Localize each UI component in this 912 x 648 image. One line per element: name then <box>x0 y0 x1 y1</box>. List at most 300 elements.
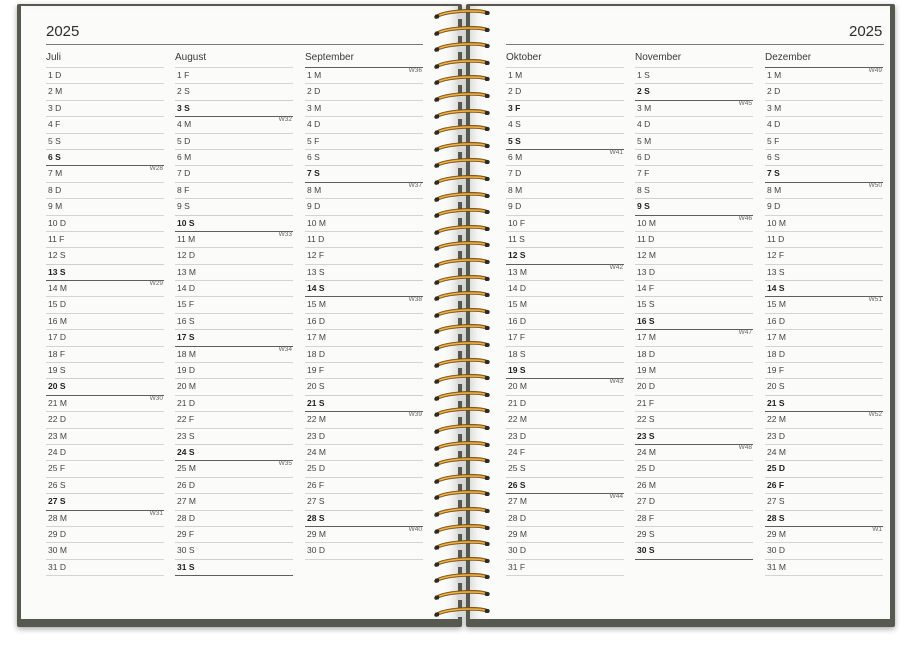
day-row[interactable] <box>175 559 293 575</box>
day-row[interactable] <box>635 411 753 427</box>
day-row[interactable] <box>305 428 423 444</box>
day-label: 1 F <box>177 70 190 80</box>
day-row[interactable] <box>635 116 753 132</box>
day-label: 24 F <box>508 446 526 457</box>
day-row[interactable] <box>506 559 624 575</box>
day-row[interactable] <box>765 247 883 263</box>
day-row[interactable] <box>765 182 883 198</box>
day-row[interactable] <box>506 133 624 149</box>
day-label: 1 D <box>48 70 62 80</box>
spiral-ring <box>432 423 492 435</box>
day-row[interactable] <box>46 477 164 493</box>
day-row[interactable] <box>506 460 624 476</box>
day-row[interactable] <box>305 477 423 493</box>
day-row[interactable] <box>46 542 164 558</box>
day-row[interactable] <box>765 378 883 394</box>
day-row[interactable] <box>765 346 883 362</box>
day-row[interactable] <box>506 411 624 427</box>
day-row[interactable] <box>506 198 624 214</box>
day-row[interactable] <box>765 510 883 526</box>
day-row[interactable] <box>46 149 164 165</box>
month-name: Oktober <box>506 52 542 63</box>
day-label: 4 M <box>177 119 192 130</box>
day-label: 10 M <box>767 217 786 228</box>
day-label: 11 D <box>637 233 655 244</box>
day-row[interactable] <box>506 477 624 493</box>
day-label: 28 M <box>48 512 67 523</box>
day-row[interactable] <box>175 165 293 181</box>
day-label: 15 M <box>307 299 326 310</box>
day-row[interactable] <box>506 116 624 132</box>
day-label: 17 M <box>767 332 786 343</box>
day-row[interactable] <box>46 346 164 362</box>
day-row[interactable] <box>305 542 423 558</box>
day-label: 24 M <box>307 446 326 457</box>
day-row[interactable] <box>765 444 883 460</box>
day-row[interactable] <box>765 313 883 329</box>
day-row[interactable] <box>635 510 753 526</box>
day-row[interactable] <box>305 493 423 509</box>
day-label: 23 D <box>307 430 325 441</box>
day-row[interactable] <box>46 264 164 280</box>
day-row[interactable] <box>635 83 753 99</box>
day-label: 9 M <box>48 201 63 212</box>
day-row[interactable] <box>305 100 423 116</box>
day-row[interactable] <box>506 346 624 362</box>
day-row[interactable] <box>46 83 164 99</box>
month-column-oktober <box>506 50 624 576</box>
day-row[interactable] <box>635 542 753 558</box>
day-row[interactable] <box>635 280 753 296</box>
day-row[interactable] <box>46 133 164 149</box>
day-row[interactable] <box>765 477 883 493</box>
day-label: 29 M <box>307 528 326 539</box>
day-row[interactable] <box>46 329 164 345</box>
day-row[interactable] <box>175 149 293 165</box>
day-row[interactable] <box>305 264 423 280</box>
day-label: 8 F <box>177 184 190 195</box>
day-row[interactable] <box>635 428 753 444</box>
day-row[interactable] <box>765 559 883 575</box>
day-row[interactable] <box>305 411 423 427</box>
day-label: 19 S <box>48 365 66 376</box>
day-row[interactable] <box>635 346 753 362</box>
day-label: 16 M <box>48 315 67 326</box>
day-row[interactable] <box>506 378 624 394</box>
day-label: 6 M <box>177 151 192 162</box>
day-row[interactable] <box>635 477 753 493</box>
day-row[interactable] <box>506 165 624 181</box>
day-row[interactable] <box>46 559 164 575</box>
spiral-ring <box>432 207 492 219</box>
day-label: 18 D <box>307 348 325 359</box>
day-row[interactable] <box>305 444 423 460</box>
week-number: W35 <box>278 460 292 468</box>
day-row[interactable] <box>46 198 164 214</box>
day-row[interactable] <box>635 133 753 149</box>
day-row[interactable] <box>46 395 164 411</box>
day-row[interactable] <box>765 149 883 165</box>
week-number: W50 <box>868 181 882 189</box>
day-row[interactable] <box>175 411 293 427</box>
day-row[interactable] <box>46 526 164 542</box>
day-row[interactable] <box>46 313 164 329</box>
day-label: 6 D <box>637 151 651 162</box>
day-row[interactable] <box>175 247 293 263</box>
day-row[interactable] <box>506 100 624 116</box>
day-row[interactable] <box>305 296 423 312</box>
day-label: 20 D <box>637 381 655 392</box>
day-row[interactable] <box>635 231 753 247</box>
day-label: 17 D <box>48 332 66 343</box>
day-row[interactable] <box>765 198 883 214</box>
day-label: 13 S <box>307 266 325 277</box>
day-row[interactable] <box>175 378 293 394</box>
day-row[interactable] <box>305 378 423 394</box>
day-row[interactable] <box>635 362 753 378</box>
day-row[interactable] <box>175 67 293 83</box>
day-label: 21 S <box>767 397 785 408</box>
day-label: 12 F <box>767 250 785 261</box>
day-row[interactable] <box>46 165 164 181</box>
day-row[interactable] <box>305 182 423 198</box>
day-row[interactable] <box>635 444 753 460</box>
day-row[interactable] <box>305 215 423 231</box>
day-label: 12 S <box>48 250 66 261</box>
spiral-ring <box>432 323 492 335</box>
day-row[interactable] <box>765 133 883 149</box>
day-label: 23 D <box>767 430 785 441</box>
day-label: 20 M <box>177 381 196 392</box>
day-row[interactable] <box>765 428 883 444</box>
day-label: 7 D <box>177 168 191 179</box>
day-label: 10 M <box>307 217 326 228</box>
day-row[interactable] <box>305 280 423 296</box>
day-row[interactable] <box>635 460 753 476</box>
day-row[interactable] <box>305 198 423 214</box>
month-name: August <box>175 52 207 63</box>
spiral-ring <box>432 473 492 485</box>
day-row[interactable] <box>175 428 293 444</box>
day-label: 3 D <box>48 102 62 113</box>
day-row[interactable] <box>635 395 753 411</box>
day-row[interactable] <box>46 215 164 231</box>
day-row[interactable] <box>305 329 423 345</box>
day-row[interactable] <box>506 149 624 165</box>
day-label: 18 D <box>637 348 655 359</box>
day-row[interactable] <box>175 280 293 296</box>
day-row[interactable] <box>305 362 423 378</box>
header-rule-right <box>506 44 884 45</box>
day-row[interactable] <box>175 477 293 493</box>
month-column-september <box>305 50 423 560</box>
day-row[interactable] <box>506 395 624 411</box>
day-row[interactable] <box>46 411 164 427</box>
day-row[interactable] <box>46 116 164 132</box>
day-label: 27 M <box>177 496 196 507</box>
day-row[interactable] <box>175 395 293 411</box>
day-row[interactable] <box>305 165 423 181</box>
day-label: 29 S <box>637 528 655 539</box>
day-row[interactable] <box>506 444 624 460</box>
day-row[interactable] <box>765 67 883 83</box>
day-row[interactable] <box>635 100 753 116</box>
day-row[interactable] <box>175 510 293 526</box>
day-label: 26 F <box>767 479 785 490</box>
day-label: 11 F <box>48 233 65 244</box>
day-row[interactable] <box>506 215 624 231</box>
day-label: 24 M <box>637 446 656 457</box>
month-end-rule <box>175 575 293 576</box>
day-label: 18 M <box>177 348 196 359</box>
day-row[interactable] <box>305 133 423 149</box>
day-label: 27 M <box>508 496 527 507</box>
day-row[interactable] <box>765 231 883 247</box>
day-row[interactable] <box>506 231 624 247</box>
day-label: 14 D <box>508 283 526 294</box>
day-row[interactable] <box>765 264 883 280</box>
day-label: 7 S <box>767 168 780 179</box>
day-label: 18 S <box>508 348 526 359</box>
day-label: 30 D <box>307 545 325 556</box>
day-row[interactable] <box>765 526 883 542</box>
spiral-ring <box>432 157 492 169</box>
day-label: 25 D <box>637 463 655 474</box>
day-row[interactable] <box>635 182 753 198</box>
day-row[interactable] <box>175 100 293 116</box>
day-label: 8 M <box>767 184 782 195</box>
day-row[interactable] <box>765 116 883 132</box>
spiral-ring <box>432 489 492 501</box>
day-row[interactable] <box>305 395 423 411</box>
day-row[interactable] <box>175 264 293 280</box>
day-row[interactable] <box>46 231 164 247</box>
spiral-ring <box>432 191 492 203</box>
day-row[interactable] <box>175 313 293 329</box>
day-label: 28 S <box>307 512 325 523</box>
day-row[interactable] <box>635 378 753 394</box>
day-label: 13 S <box>48 266 66 277</box>
day-label: 3 F <box>508 102 521 113</box>
day-row[interactable] <box>635 198 753 214</box>
day-row[interactable] <box>635 247 753 263</box>
day-row[interactable] <box>506 182 624 198</box>
day-label: 20 S <box>767 381 785 392</box>
day-label: 5 F <box>767 135 780 146</box>
day-row[interactable] <box>46 280 164 296</box>
spiral-ring <box>432 390 492 402</box>
day-row[interactable] <box>506 264 624 280</box>
day-row[interactable] <box>506 83 624 99</box>
day-row[interactable] <box>175 215 293 231</box>
day-row[interactable] <box>506 313 624 329</box>
spiral-ring <box>432 357 492 369</box>
week-number: W42 <box>609 263 623 271</box>
day-row[interactable] <box>305 526 423 542</box>
day-row[interactable] <box>46 428 164 444</box>
day-row[interactable] <box>175 83 293 99</box>
day-label: 24 D <box>48 446 66 457</box>
day-label: 18 F <box>48 348 66 359</box>
day-row[interactable] <box>765 493 883 509</box>
day-row[interactable] <box>46 247 164 263</box>
day-row[interactable] <box>175 362 293 378</box>
day-row[interactable] <box>46 362 164 378</box>
day-label: 17 M <box>637 332 656 343</box>
day-row[interactable] <box>46 100 164 116</box>
day-row[interactable] <box>46 67 164 83</box>
day-row[interactable] <box>765 362 883 378</box>
week-number: W38 <box>408 296 422 304</box>
day-row[interactable] <box>506 329 624 345</box>
spiral-ring <box>432 224 492 236</box>
day-row[interactable] <box>175 231 293 247</box>
day-row[interactable] <box>506 67 624 83</box>
day-row[interactable] <box>506 280 624 296</box>
day-label: 1 M <box>508 70 523 80</box>
spiral-ring <box>432 41 492 53</box>
day-row[interactable] <box>506 510 624 526</box>
day-row[interactable] <box>765 100 883 116</box>
day-row[interactable] <box>46 510 164 526</box>
day-row[interactable] <box>46 182 164 198</box>
month-end-rule <box>765 575 883 576</box>
day-label: 30 S <box>637 545 655 556</box>
day-row[interactable] <box>305 313 423 329</box>
week-number: W37 <box>408 181 422 189</box>
day-row[interactable] <box>506 362 624 378</box>
day-row[interactable] <box>765 165 883 181</box>
day-label: 28 F <box>637 512 655 523</box>
day-row[interactable] <box>46 493 164 509</box>
day-row[interactable] <box>175 182 293 198</box>
day-label: 4 F <box>48 119 61 130</box>
week-number: W30 <box>149 394 163 402</box>
day-row[interactable] <box>305 67 423 83</box>
day-label: 10 M <box>637 217 656 228</box>
day-row[interactable] <box>765 460 883 476</box>
day-label: 30 D <box>508 545 526 556</box>
day-row[interactable] <box>765 395 883 411</box>
day-row[interactable] <box>506 296 624 312</box>
day-row[interactable] <box>635 296 753 312</box>
day-row[interactable] <box>175 493 293 509</box>
day-label: 16 D <box>307 315 325 326</box>
day-row[interactable] <box>635 329 753 345</box>
day-row[interactable] <box>175 346 293 362</box>
day-row[interactable] <box>635 493 753 509</box>
day-label: 19 S <box>508 365 526 376</box>
spiral-ring <box>432 141 492 153</box>
day-row[interactable] <box>46 444 164 460</box>
day-label: 26 D <box>177 479 195 490</box>
day-row[interactable] <box>635 264 753 280</box>
day-row[interactable] <box>765 296 883 312</box>
day-label: 9 S <box>637 201 650 212</box>
week-number: W40 <box>408 525 422 533</box>
day-row[interactable] <box>305 460 423 476</box>
day-row[interactable] <box>175 296 293 312</box>
day-row[interactable] <box>635 526 753 542</box>
day-label: 8 M <box>307 184 322 195</box>
day-row[interactable] <box>765 280 883 296</box>
day-row[interactable] <box>635 67 753 83</box>
day-label: 31 D <box>48 561 66 572</box>
spiral-ring <box>432 340 492 352</box>
day-row[interactable] <box>305 231 423 247</box>
day-label: 15 M <box>767 299 786 310</box>
day-label: 21 S <box>307 397 325 408</box>
spiral-ring <box>432 290 492 302</box>
day-row[interactable] <box>46 296 164 312</box>
day-row[interactable] <box>305 149 423 165</box>
day-row[interactable] <box>635 165 753 181</box>
day-row[interactable] <box>175 133 293 149</box>
day-row[interactable] <box>175 116 293 132</box>
day-label: 6 S <box>307 151 320 162</box>
day-label: 5 S <box>48 135 61 146</box>
spiral-ring <box>432 257 492 269</box>
day-row[interactable] <box>305 346 423 362</box>
day-row[interactable] <box>765 83 883 99</box>
day-row[interactable] <box>506 493 624 509</box>
day-row[interactable] <box>765 215 883 231</box>
week-number: W45 <box>738 99 752 107</box>
day-row[interactable] <box>175 460 293 476</box>
spiral-ring <box>432 456 492 468</box>
day-row[interactable] <box>765 329 883 345</box>
spiral-ring <box>432 523 492 535</box>
day-label: 1 M <box>307 70 322 80</box>
day-row[interactable] <box>506 526 624 542</box>
day-row[interactable] <box>635 215 753 231</box>
day-row[interactable] <box>175 198 293 214</box>
day-label: 27 S <box>48 496 66 507</box>
day-label: 17 F <box>508 332 526 343</box>
day-row[interactable] <box>175 329 293 345</box>
month-column-dezember <box>765 50 883 576</box>
day-label: 25 M <box>177 463 196 474</box>
day-row[interactable] <box>635 313 753 329</box>
day-row[interactable] <box>765 542 883 558</box>
day-row[interactable] <box>506 247 624 263</box>
day-row[interactable] <box>305 116 423 132</box>
day-label: 14 S <box>767 283 785 294</box>
day-row[interactable] <box>635 149 753 165</box>
week-number: W32 <box>278 116 292 124</box>
day-label: 25 S <box>508 463 526 474</box>
day-label: 16 D <box>508 315 526 326</box>
spiral-ring <box>432 8 492 20</box>
day-row[interactable] <box>46 378 164 394</box>
day-row[interactable] <box>175 526 293 542</box>
day-label: 20 S <box>307 381 325 392</box>
month-column-juli <box>46 50 164 576</box>
spiral-ring <box>432 506 492 518</box>
day-row[interactable] <box>305 83 423 99</box>
day-label: 22 F <box>177 414 195 425</box>
day-row[interactable] <box>305 247 423 263</box>
day-row[interactable] <box>506 542 624 558</box>
day-row[interactable] <box>506 428 624 444</box>
day-row[interactable] <box>175 542 293 558</box>
day-row[interactable] <box>175 444 293 460</box>
year-heading-left: 2025 <box>46 23 80 40</box>
day-row[interactable] <box>765 411 883 427</box>
day-row[interactable] <box>305 510 423 526</box>
spiral-ring <box>432 91 492 103</box>
day-row[interactable] <box>46 460 164 476</box>
